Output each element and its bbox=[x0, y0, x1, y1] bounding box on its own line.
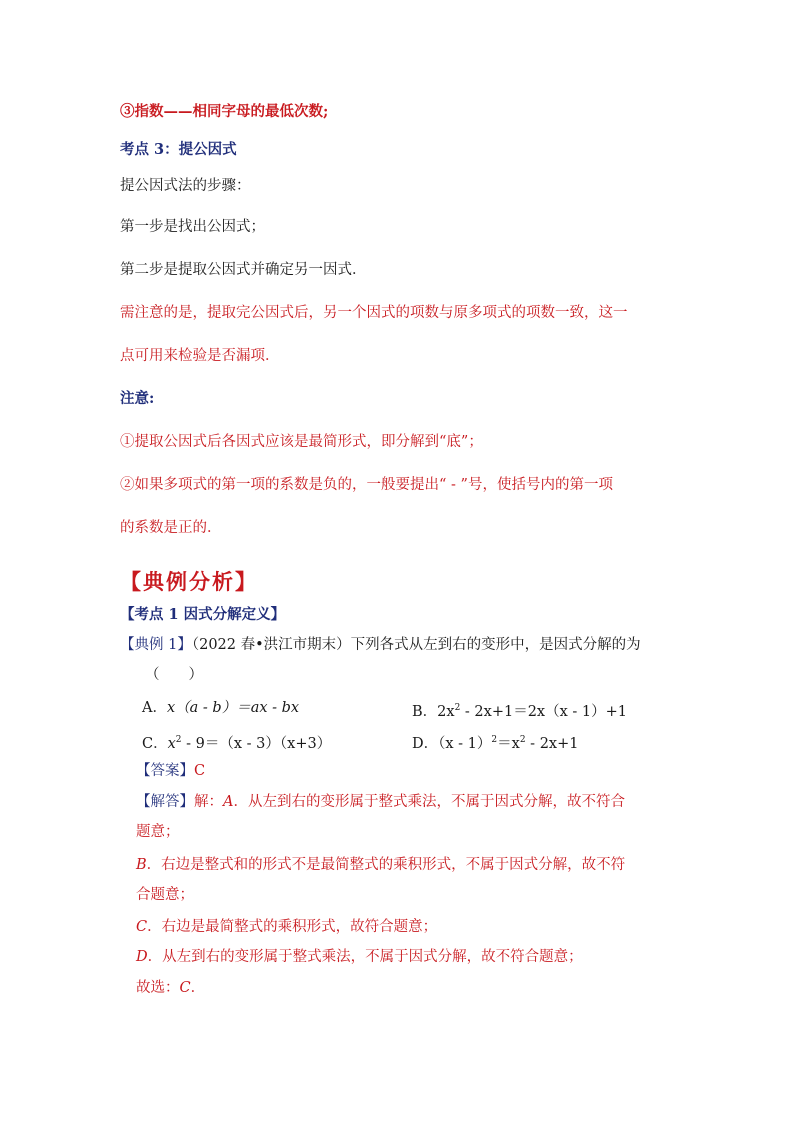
option-b-expr-pre: 2x bbox=[437, 704, 455, 720]
answer-value: C bbox=[194, 763, 206, 779]
solution-d-text: ．从左到右的变形属于整式乘法，不属于因式分解，故不符合题意； bbox=[147, 949, 583, 965]
option-d-expr-pre: （x - 1） bbox=[438, 736, 492, 752]
step-1: 第一步是找出公因式； bbox=[120, 219, 265, 235]
option-c bbox=[142, 731, 331, 753]
solution-d bbox=[136, 948, 583, 966]
option-d-sup: 2 bbox=[491, 735, 498, 745]
answer-row bbox=[136, 762, 205, 780]
final-choice-letter: C bbox=[179, 980, 191, 996]
solution-b-cont: 合题意； bbox=[136, 887, 194, 903]
option-b-sup: 2 bbox=[454, 703, 461, 713]
attention-2-line-1: ②如果多项式的第一项的系数是负的，一般要提出“ - ”号，使括号内的第一项 bbox=[120, 477, 613, 493]
option-d bbox=[412, 731, 578, 753]
solution-c-text: ．右边是最简整式的乘积形式，故符合题意； bbox=[147, 919, 438, 935]
solution-a-text: ．从左到右的变形属于整式乘法，不属于因式分解，故不符合 bbox=[233, 794, 625, 810]
option-b-expr-post: - 2x+1＝2x（x - 1）+1 bbox=[460, 704, 627, 720]
example-1-stem bbox=[120, 636, 641, 654]
final-choice bbox=[136, 979, 205, 997]
example-label: 【典例 1】 bbox=[120, 637, 192, 653]
solution-b-text: ．右边是整式和的形式不是最简整式的乘积形式，不属于因式分解，故不符 bbox=[146, 857, 626, 873]
option-c-expr-post: - 9＝（x - 3）（x+3） bbox=[181, 736, 332, 752]
solution-intro: 解： bbox=[194, 794, 223, 810]
option-a-expr: x（a - b）＝ax - bx bbox=[166, 700, 300, 716]
solution-a-cont: 题意； bbox=[136, 824, 180, 840]
solution-b bbox=[136, 856, 625, 874]
warning-line-1: 需注意的是，提取完公因式后，另一个因式的项数与原多项式的项数一致，这一 bbox=[120, 305, 628, 321]
kaodian3-title: 考点 3：提公因式 bbox=[120, 141, 237, 158]
option-d-sup2: 2 bbox=[519, 735, 526, 745]
option-b bbox=[412, 699, 627, 721]
solution-a bbox=[136, 793, 625, 811]
steps-intro: 提公因式法的步骤： bbox=[120, 178, 251, 194]
option-c-sup: 2 bbox=[175, 735, 182, 745]
final-choice-end: ． bbox=[190, 980, 206, 996]
solution-c-letter: C bbox=[136, 919, 148, 935]
solution-c bbox=[136, 918, 437, 936]
solution-label: 【解答】 bbox=[136, 794, 194, 810]
solution-b-letter: B bbox=[136, 857, 147, 873]
solution-a-letter: A bbox=[223, 794, 234, 810]
warning-line-2: 点可用来检验是否漏项． bbox=[120, 348, 280, 364]
option-d-label: D． bbox=[412, 736, 439, 752]
option-b-label: B． bbox=[412, 704, 438, 720]
attention-2-line-2: 的系数是正的． bbox=[120, 520, 222, 536]
option-a-label: A． bbox=[142, 700, 167, 716]
attention-label: 注意: bbox=[120, 390, 155, 407]
option-d-expr-mid: ＝x bbox=[497, 736, 520, 752]
exponent-rule: ③指数——相同字母的最低次数; bbox=[120, 103, 329, 120]
answer-blank: （ ） bbox=[145, 667, 203, 683]
attention-1: ①提取公因式后各因式应该是最简形式，即分解到“底”； bbox=[120, 434, 483, 450]
step-2: 第二步是提取公因式并确定另一因式． bbox=[120, 262, 367, 278]
option-d-expr-post: - 2x+1 bbox=[525, 736, 579, 752]
final-choice-text: 故选： bbox=[136, 980, 180, 996]
answer-label: 【答案】 bbox=[136, 763, 194, 779]
kaodian1-title: 【考点 1 因式分解定义】 bbox=[120, 606, 286, 623]
example-banner: 【典例分析】 bbox=[120, 569, 258, 594]
option-a bbox=[142, 699, 299, 717]
example-source: （2022 春•洪江市期末）下列各式从左到右的变形中，是因式分解的为 bbox=[191, 637, 641, 653]
option-c-expr-pre: x bbox=[167, 736, 176, 752]
solution-d-letter: D bbox=[136, 949, 148, 965]
option-c-label: C． bbox=[142, 736, 168, 752]
